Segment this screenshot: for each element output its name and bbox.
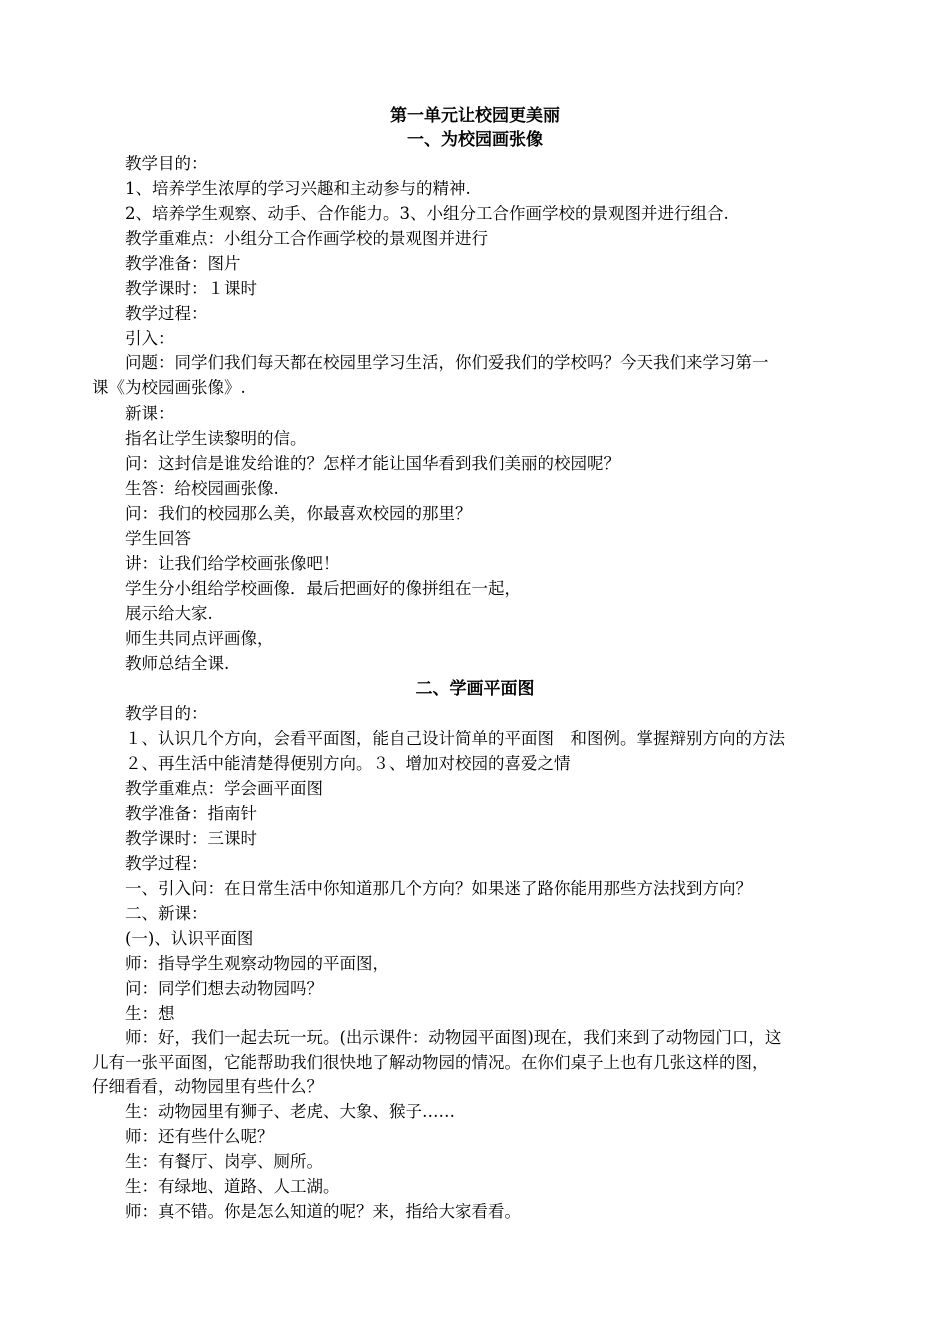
lesson1-line: 师生共同点评画像， (125, 629, 274, 648)
lesson1-line: 问：我们的校园那么美，你最喜欢校园的那里？ (125, 504, 472, 523)
lesson1-line: 1、培养学生浓厚的学习兴趣和主动参与的精神. (125, 179, 471, 198)
lesson2-line: 生：动物园里有狮子、老虎、大象、猴子…… (125, 1102, 455, 1121)
lesson2-title: 二、学画平面图 (415, 679, 535, 699)
unit-title: 第一单元让校园更美丽 (390, 106, 560, 126)
lesson2-line: １、认识几个方向，会看平面图，能自己设计简单的平面图 和图例。掌握辩别方向的方法 (125, 729, 785, 748)
lesson1-line: 教师总结全课. (125, 654, 230, 673)
lesson1-line: 生答：给校园画张像. (125, 479, 279, 498)
lesson1-line: 学生分小组给学校画像．最后把画好的像拼组在一起， (125, 579, 521, 598)
lesson2-line: 生：想 (125, 1004, 175, 1023)
lesson1-line: 新课： (125, 404, 175, 423)
lesson1-line: 2、培养学生观察、动手、合作能力。3、小组分工合作画学校的景观图并进行组合. (125, 204, 729, 223)
lesson1-line: 问：这封信是谁发给谁的？怎样才能让国华看到我们美丽的校园呢？ (125, 454, 620, 473)
lesson2-teacher-paragraph (92, 1026, 862, 1100)
lesson2-line: 生：有餐厅、岗亭、厕所。 (125, 1152, 323, 1171)
lesson2-line: 生：有绿地、道路、人工湖。 (125, 1177, 340, 1196)
lesson2-line: 问：同学们想去动物园吗？ (125, 979, 323, 998)
paragraph-line: 儿有一张平面图，它能帮助我们很快地了解动物园的情况。在你们桌子上也有几张这样的图， (92, 1052, 769, 1072)
lesson1-line: 展示给大家. (125, 604, 213, 623)
paragraph-line: 师：好，我们一起去玩一玩。(出示课件：动物园平面图)现在，我们来到了动物园门口，这 (125, 1028, 782, 1047)
lesson1-line: 学生回答 (125, 529, 191, 548)
lesson2-line: 教学课时：三课时 (125, 829, 257, 848)
paragraph-line: 课《为校园画张像》. (92, 377, 246, 397)
lesson2-line: 教学目的： (125, 704, 208, 723)
lesson2-line: 师：真不错。你是怎么知道的呢？来，指给大家看看。 (125, 1202, 521, 1221)
lesson1-line: 教学课时：１课时 (125, 279, 257, 298)
lesson1-line: 教学目的： (125, 154, 208, 173)
lesson1-line: 教学准备：图片 (125, 254, 241, 273)
paragraph-line: 仔细看看，动物园里有些什么？ (92, 1077, 323, 1096)
lesson2-line: (一)、认识平面图 (125, 929, 254, 948)
lesson2-line: ２、再生活中能清楚得便别方向。３、增加对校园的喜爱之情 (125, 754, 571, 773)
lesson1-title: 一、为校园画张像 (407, 130, 543, 150)
lesson1-line: 引入： (125, 329, 175, 348)
lesson1-line: 教学重难点：小组分工合作画学校的景观图并进行 (125, 229, 488, 248)
lesson2-line: 教学准备：指南针 (125, 804, 257, 823)
paragraph-line: 问题：同学们我们每天都在校园里学习生活，你们爱我们的学校吗？今天我们来学习第一 (125, 353, 769, 372)
lesson2-line: 师：指导学生观察动物园的平面图， (125, 954, 389, 973)
lesson1-line: 教学过程： (125, 304, 208, 323)
lesson2-line: 师：还有些什么呢？ (125, 1127, 274, 1146)
lesson1-line: 指名让学生读黎明的信。 (125, 429, 307, 448)
lesson1-line: 讲：让我们给学校画张像吧！ (125, 554, 340, 573)
lesson2-line: 教学重难点：学会画平面图 (125, 779, 323, 798)
lesson2-line: 二、新课： (125, 904, 208, 923)
lesson2-line: 一、引入问：在日常生活中你知道那几个方向？如果迷了路你能用那些方法找到方向？ (125, 879, 752, 898)
lesson1-question-paragraph (92, 351, 862, 400)
lesson2-line: 教学过程： (125, 854, 208, 873)
